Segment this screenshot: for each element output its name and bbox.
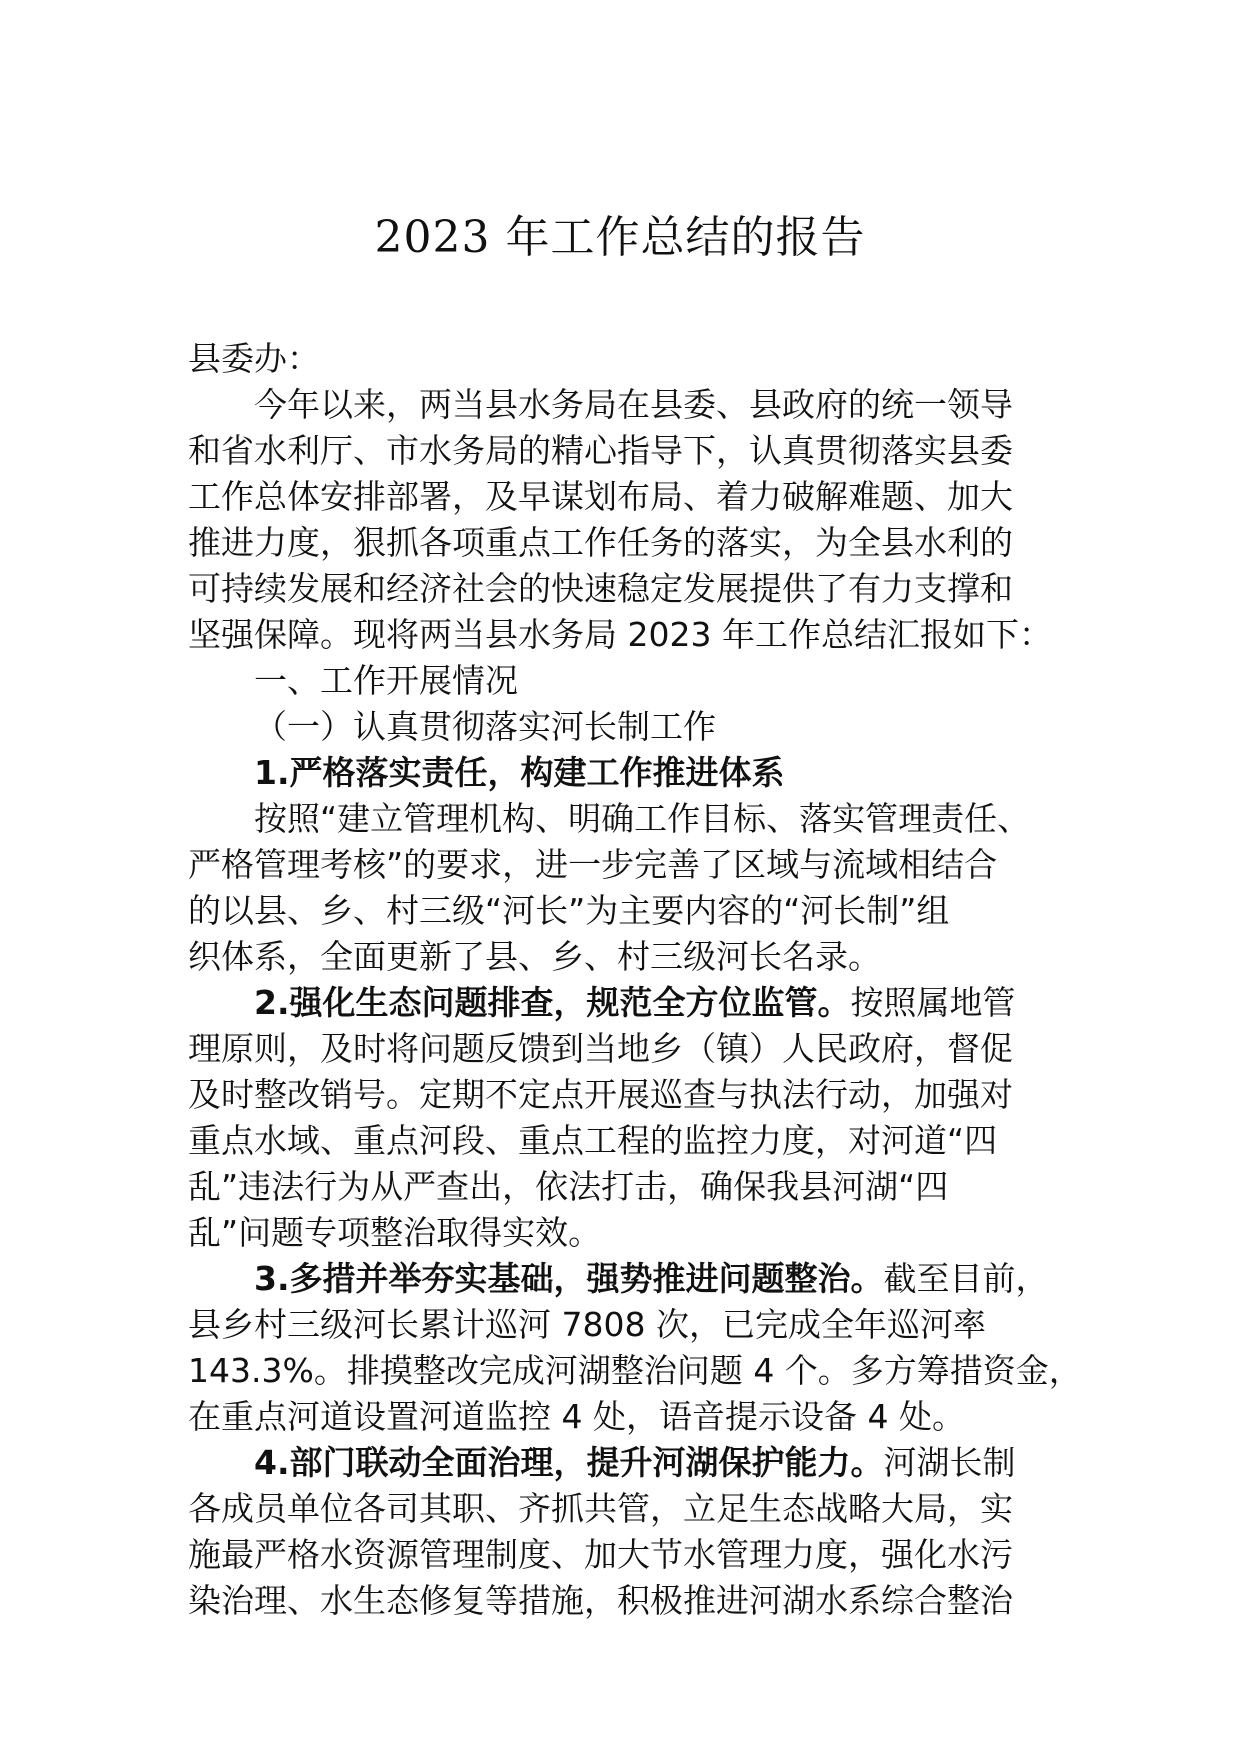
text-line [188,612,1056,658]
bold-heading: 3.多措并举夯实基础，强势推进问题整治。 [254,1259,884,1298]
line-text: 在重点河道设置河道监控 4 处，语音提示设备 4 处。 [188,1397,965,1436]
text-line [188,1578,1056,1624]
line-text: 河湖长制 [883,1443,1016,1482]
text-line [188,1118,1056,1164]
line-text: 理原则，及时将问题反馈到当地乡（镇）人民政府，督促 [188,1029,1013,1068]
line-text: 乱”问题专项整治取得实效。 [188,1213,602,1252]
text-line [188,474,1056,520]
text-line [188,382,1056,428]
line-text: 织体系，全面更新了县、乡、村三级河长名录。 [188,937,881,976]
text-line [188,704,1056,750]
text-line [188,1072,1056,1118]
line-text: 和省水利厅、市水务局的精心指导下，认真贯彻落实县委 [188,431,1013,470]
bold-heading: 1.严格落实责任，构建工作推进体系 [254,753,785,792]
text-line [188,888,1056,934]
bold-heading: 4.部门联动全面治理，提升河湖保护能力。 [254,1443,884,1482]
line-text: 143.3%。排摸整改完成河湖整治问题 4 个。多方筹措资金， [188,1351,1082,1390]
line-text: （一）认真贯彻落实河长制工作 [254,707,716,746]
line-text: 按照属地管 [850,983,1016,1022]
line-text: 按照“建立管理机构、明确工作目标、落实管理责任、 [254,799,1031,838]
line-text: 施最严格水资源管理制度、加大节水管理力度，强化水污 [188,1535,1013,1574]
text-line [188,1302,1056,1348]
bold-heading: 2.强化生态问题排查，规范全方位监管。 [254,983,851,1022]
text-line [188,796,1056,842]
document-title: 2023 年工作总结的报告 [374,212,866,263]
line-text: 的以县、乡、村三级“河长”为主要内容的“河长制”组 [188,891,950,930]
text-line [188,934,1056,980]
line-text: 县乡村三级河长累计巡河 7808 次，已完成全年巡河率 [188,1305,986,1344]
line-text: 各成员单位各司其职、齐抓共管，立足生态战略大局，实 [188,1489,1013,1528]
line-text: 今年以来，两当县水务局在县委、县政府的统一领导 [254,385,1013,424]
line-text: 推进力度，狠抓各项重点工作任务的落实，为全县水利的 [188,523,1013,562]
text-line [188,1210,1056,1256]
line-text: 重点水域、重点河段、重点工程的监控力度，对河道“四 [188,1121,998,1160]
text-line [188,980,1056,1026]
text-line [188,1164,1056,1210]
document-body [188,336,1082,1624]
line-text: 可持续发展和经济社会的快速稳定发展提供了有力支撑和 [188,569,1013,608]
line-text: 县委办： [188,339,320,378]
text-line [188,1026,1056,1072]
line-text: 一、工作开展情况 [254,661,518,700]
text-line [188,1532,1056,1578]
line-text: 严格管理考核”的要求，进一步完善了区域与流域相结合 [188,845,998,884]
text-line [188,1440,1056,1486]
text-line [188,1486,1056,1532]
line-text: 坚强保障。现将两当县水务局 2023 年工作总结汇报如下： [188,615,1052,654]
text-line [188,566,1056,612]
text-line [188,750,1056,796]
line-text: 染治理、水生态修复等措施，积极推进河湖水系综合整治 [188,1581,1013,1620]
line-text: 乱”违法行为从严查出，依法打击，确保我县河湖“四 [188,1167,949,1206]
line-text: 工作总体安排部署，及早谋划布局、着力破解难题、加大 [188,477,1013,516]
text-line [188,428,1056,474]
text-line [188,842,1056,888]
line-text: 及时整改销号。定期不定点开展巡查与执法行动，加强对 [188,1075,1013,1114]
text-line [188,1348,1082,1394]
text-line [188,1256,1056,1302]
text-line [188,336,1056,382]
line-text: 截至目前， [883,1259,1049,1298]
text-line [188,658,1056,704]
text-line [188,1394,1056,1440]
text-line [188,520,1056,566]
